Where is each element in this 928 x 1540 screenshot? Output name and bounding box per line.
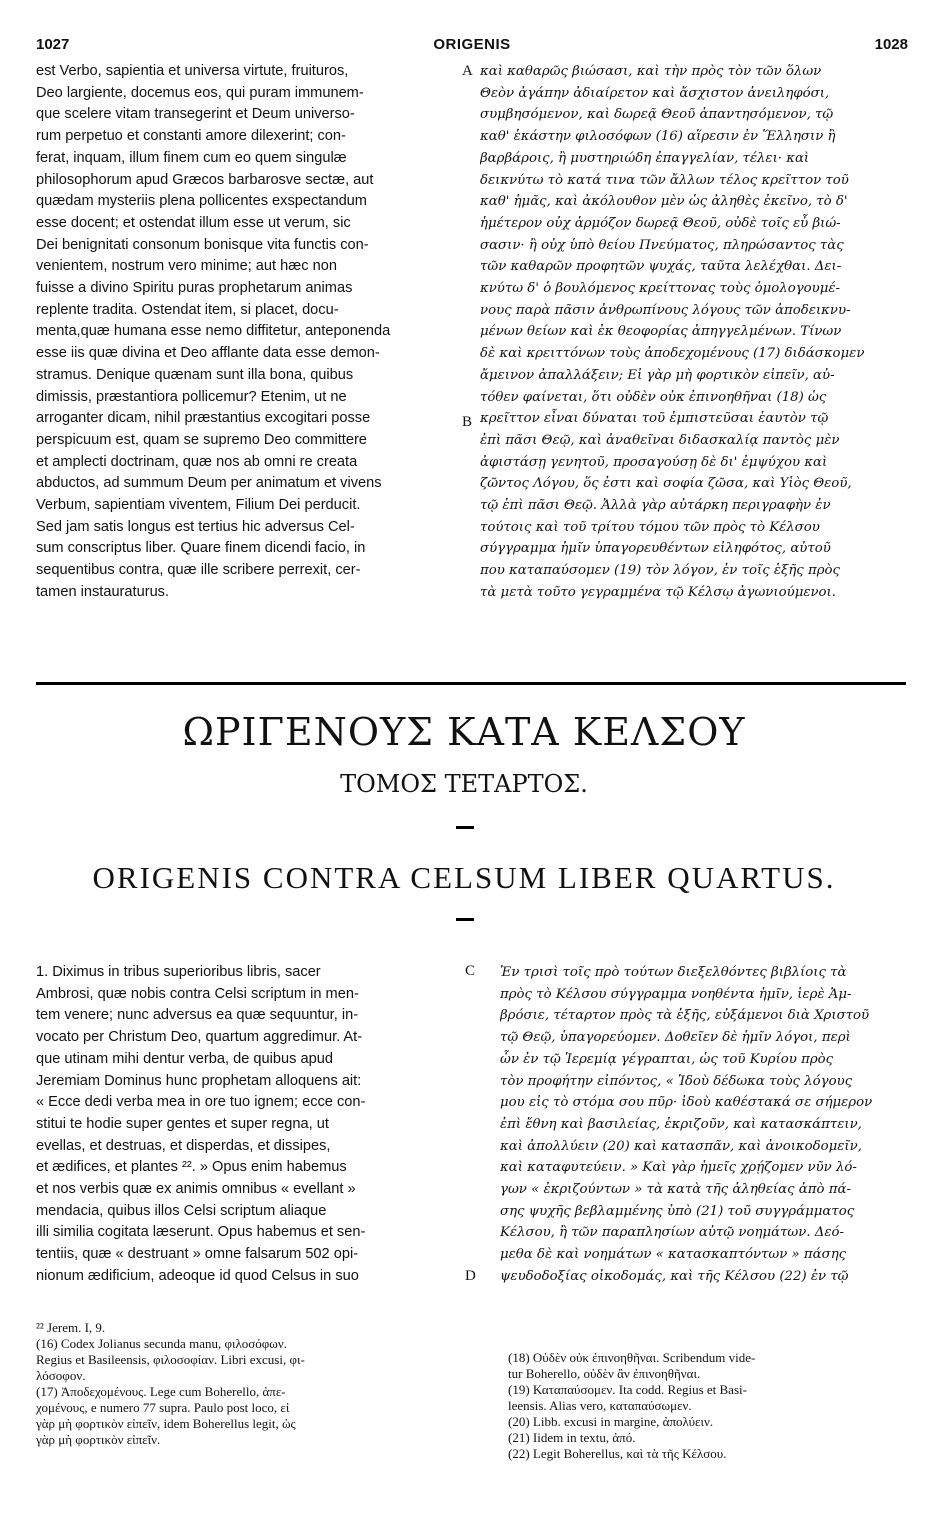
margin-marker-a: A — [462, 63, 473, 79]
greek-text-line: συμβησόμενον, καὶ δωρεᾷ Θεοῦ ἀπαντησόμενον, τῷ — [480, 107, 834, 123]
footnote-line: (22) Legit Boherellus, καὶ τὰ τῆς Κέλσου. — [508, 1446, 727, 1461]
footnote-line: tur Boherello, οὐδὲν ἂν ἐπινοηθῆναι. — [508, 1366, 701, 1381]
latin-text-line: dimissis, præstantiora pollicemur? Etenim, ut ne — [36, 388, 347, 405]
greek-text-line: τῶν καθαρῶν προφητῶν ψυχάς, ταῦτα λελέχθαι. Δει- — [480, 259, 842, 275]
latin-text-line: et ædifices, et plantes ²². » Opus enim habemus — [36, 1159, 347, 1176]
greek-text-line: καὶ καταφυτεύειν. » Καὶ γὰρ ἡμεῖς χρῄζομεν νῦν λό- — [500, 1160, 857, 1176]
latin-text-line: esse docent; et ostendat illum esse ut verum, sic — [36, 214, 351, 231]
footnote-line: ²² Jerem. I, 9. — [36, 1320, 106, 1335]
footnote-line: (16) Codex Jolianus secunda manu, φιλοσόφων. — [36, 1336, 287, 1351]
footnote-line: γὰρ μὴ φορτικὸν εἰπεῖν. — [36, 1432, 161, 1447]
greek-text-line: ἄμεινον ἀπαλλάξειν; Εἰ γὰρ μὴ φορτικὸν εἰπεῖν, αὐ- — [480, 367, 835, 383]
latin-text-line: Dei benignitati consonum bonisque vita functis con- — [36, 236, 369, 253]
greek-text-line: τόθεν φαίνεται, ὅτι οὐδὲν οὐκ ἐπινοηθῆναι (18) ὡς — [480, 389, 827, 405]
greek-text-line: Θεὸν ἀγάπην ἀδιαίρετον καὶ ἄσχιστον ἀνειληφόσι, — [480, 85, 830, 101]
latin-text-line: Deo largiente, docemus eos, qui puram immunem- — [36, 84, 364, 101]
margin-marker-c: C — [465, 963, 476, 979]
greek-text-line: σης ψυχῆς βεβλαμμένης ὑπὸ (21) τοῦ συγγράμματος — [500, 1203, 855, 1219]
greek-text-line: τούτοις καὶ τοῦ τρίτου τόμου τῶν πρὸς τὸ Κέλσου — [480, 519, 820, 535]
greek-text-line: τὸν προφήτην εἰπόντος, « Ἰδοὺ δέδωκα τοὺς λόγους — [500, 1073, 853, 1089]
greek-text-line: δὲ καὶ κρειττόνων τοὺς ἀποδεχομένους (17) διδάσκομεν — [480, 346, 865, 362]
greek-text-line: τὰ μετὰ τοῦτο γεγραμμένα τῷ Κέλσῳ ἀγωνιούμενοι. — [480, 584, 836, 600]
latin-text-line: rum perpetuo et constanti amore dilexerint; con- — [36, 128, 346, 145]
footnote-line: γὰρ μὴ φορτικὸν εἰπεῖν, idem Boherellus legit, ὡς — [36, 1416, 296, 1431]
top-latin-column — [36, 61, 458, 604]
bottom-greek-column — [500, 962, 905, 1288]
greek-text-line: βρόσιε, τέταρτον πρὸς τὰ ἑξῆς, εὐξάμενοι διὰ Χριστοῦ — [500, 1008, 870, 1024]
greek-text-line: ὧν ἐν τῷ Ἱερεμίᾳ γέγραπται, ὡς τοῦ Κυρίου πρὸς — [500, 1051, 834, 1067]
latin-text-line: stitui te hodie super gentes et super regna, ut — [36, 1115, 329, 1132]
greek-text-line: ψευδοδοξίας οἰκοδομάς, καὶ τῆς Κέλσου (22) ἐν τῷ — [500, 1268, 849, 1284]
latin-text-line: sum conscriptus liber. Quare finem dicendi facio, in — [36, 540, 366, 557]
page-number-right: 1028 — [874, 36, 908, 53]
greek-text-line: κνύτω δ' ὁ βουλόμενος κρείττονας τοὺς ὁμολογουμέ- — [480, 281, 841, 297]
greek-text-line: δεικνύτω τὸ κατά τινα τῶν ἄλλων τέλος κρεῖττον τοῦ — [480, 172, 849, 188]
greek-text-line: Ἐν τρισὶ τοῖς πρὸ τούτων διεξελθόντες βιβλίοις τὰ — [500, 965, 847, 980]
greek-text-line: ἐπὶ ἔθνη καὶ βασιλείας, ἐκριζοῦν, καὶ κατασκάπτειν, — [500, 1116, 862, 1132]
margin-marker-d: D — [465, 1268, 476, 1284]
greek-text-line: καθ' ἡμᾶς, καὶ ἀκόλουθον μὲν ὡς ἀληθὲς ἐκεῖνο, τὸ δ' — [480, 194, 848, 210]
footnote-line: Regius et Basileensis, φιλοσοφίαν. Libri excusi, φι- — [36, 1352, 305, 1367]
greek-text-line: κρεῖττον εἶναι δύναται τοῦ ἐμπιστεῦσαι ἑαυτὸν τῷ — [480, 411, 829, 427]
section-divider — [36, 682, 906, 685]
latin-text-line: que scelere vitam transegerint et Deum universo- — [36, 106, 355, 123]
greek-text-line: πρὸς τὸ Κέλσου σύγγραμμα νοηθέντα ἡμῖν, ἱερὲ Ἀμ- — [500, 986, 852, 1002]
footnote-line: (19) Καταπαύσομεν. Ita codd. Regius et Basi- — [508, 1382, 747, 1397]
latin-text-line: Ambrosi, quæ nobis contra Celsi scriptum in men- — [36, 985, 359, 1002]
latin-text-line: illi similia cogitata læserunt. Opus habemus et sen- — [36, 1224, 366, 1241]
latin-book-title: ORIGENIS CONTRA CELSUM LIBER QUARTUS. — [92, 860, 836, 895]
greek-text-line: βαρβάροις, ἢ μυστηριώδη ἐπαγγελίαν, τέλει· καὶ — [480, 150, 810, 166]
footnote-line: (17) Ἀποδεχομένους. Lege cum Boherello, ἀπε- — [36, 1384, 286, 1399]
greek-text-line: γων « ἐκριζούντων » τὰ κατὰ τῆς ἀληθείας ἀπὸ πά- — [500, 1182, 851, 1198]
greek-text-line: σύγγραμμα ἡμῖν ὑπαγορευθέντων εἰληφότος, αὐτοῦ — [480, 541, 831, 557]
latin-text-line: tentiis, quæ « destruant » omne falsarum 502 opi- — [36, 1246, 359, 1263]
latin-text-line: Sed jam satis longus est tertius hic adversus Cel- — [36, 518, 355, 535]
latin-text-line: esse iis quæ divina et Deo afflante data esse demon- — [36, 345, 380, 362]
greek-text-line: μου εἰς τὸ στόμα σου πῦρ· ἰδοὺ καθέστακά σε σήμερον — [500, 1095, 873, 1111]
margin-marker-b: B — [462, 414, 473, 430]
footnote-line: λόσοφον. — [36, 1368, 86, 1383]
latin-text-line: sequentibus contra, quæ ille scribere perrexit, cer- — [36, 562, 361, 579]
latin-text-line: mendacia, quibus illos Celsi scriptum aliaque — [36, 1202, 327, 1219]
greek-text-line: ἡμέτερον οὐχ ἁρμόζον δωρεᾷ Θεοῦ, οὐδὲ τοῖς εὖ βιώ- — [480, 215, 841, 231]
greek-text-line: τῷ ἐπὶ πᾶσι Θεῷ. Ἀλλὰ γὰρ αὐτάρκη περιγραφὴν ἐν — [480, 498, 831, 514]
footnotes-left — [36, 1320, 466, 1448]
greek-text-line: Κέλσου, ἢ τῶν παραπλησίων αὐτῷ νοημάτων. Δεό- — [500, 1225, 845, 1241]
latin-text-line: « Ecce dedi verba mea in ore tuo ignem; ecce con- — [36, 1094, 366, 1111]
latin-text-line: stramus. Denique quænam sunt illa bona, quibus — [36, 366, 354, 383]
greek-text-line: ζῶντος Λόγου, ὅς ἐστι καὶ σοφία ζῶσα, καὶ Υἱὸς Θεοῦ, — [480, 476, 852, 492]
latin-text-line: tem venere; nunc adversus ea quæ sequuntur, in- — [36, 1007, 359, 1024]
latin-text-line: nionum ædificium, adeoque id quod Celsus in suo — [36, 1267, 359, 1284]
page-header — [36, 36, 908, 56]
latin-text-line: menta,quæ humana esse nemo diffitetur, anteponenda — [36, 323, 391, 340]
latin-text-line: tamen instauraturus. — [36, 583, 170, 600]
latin-text-line: philosophorum apud Græcos barbarosve sectæ, aut — [36, 171, 374, 188]
footnotes-right — [508, 1350, 908, 1462]
latin-text-line: vocato per Christum Deo, quartum aggredimur. At- — [36, 1029, 363, 1046]
latin-text-line: fuisse a divino Spiritu puras prophetarum animas — [36, 280, 353, 297]
latin-text-line: quædam mysteriis plena pollicentes exspectandum — [36, 193, 367, 210]
greek-text-line: καθ' ἑκάστην φιλοσόφων (16) αἵρεσιν ἐν Ἕλλησιν ἢ — [480, 129, 836, 145]
greek-text-line: που καταπαύσομεν (19) τὸν λόγον, ἐν τοῖς ἑξῆς πρὸς — [480, 563, 840, 579]
latin-text-line: que utinam mihi dentur verba, de quibus apud — [36, 1050, 333, 1067]
latin-text-line: et nos verbis quæ ex animis omnibus « evellant » — [36, 1181, 356, 1198]
latin-text-line: 1. Diximus in tribus superioribus libris, sacer — [36, 964, 321, 980]
footnote-line: χομένους, e numero 77 supra. Paulo post loco, εἰ — [36, 1400, 290, 1415]
running-title: ORIGENIS — [433, 36, 511, 53]
latin-text-line: venientem, nostrum vero minime; aut hæc non — [36, 258, 337, 275]
greek-text-line: μεθα δὲ καὶ νοημάτων « κατασκαπτόντων » πάσης — [500, 1247, 847, 1263]
latin-text-line: perspicuum est, quam se supremo Deo committere — [36, 431, 367, 448]
title-dash — [456, 826, 474, 829]
latin-text-line: Verbum, sapientiam viventem, Filium Dei perducit. — [36, 497, 361, 514]
greek-book-subtitle: ΤΟΜΟΣ ΤΕΤΑΡΤΟΣ. — [340, 770, 588, 798]
title-dash — [456, 918, 474, 921]
footnote-line: (18) Οὐδὲν οὐκ ἐπινοηθῆναι. Scribendum vide- — [508, 1350, 756, 1365]
latin-text-line: ferat, inquam, illum finem cum eo quem singulæ — [36, 149, 347, 166]
latin-text-line: et amplecti doctrinam, quæ nos ab omni re creata — [36, 453, 358, 470]
greek-text-line: σασιν· ἢ οὐχ ὑπὸ θείου Πνεύματος, πληρώσαντος τὰς — [480, 237, 844, 253]
bottom-latin-column — [36, 962, 458, 1288]
greek-text-line: μένων θείων καὶ ἐκ θεοφορίας ἀπηγγελμένων. Τίνων — [480, 324, 842, 340]
top-greek-column — [480, 61, 905, 604]
greek-text-line: ἀφιστάσῃ γενητοῦ, προσαγούσῃ δὲ δι' ἐμψύχου καὶ — [480, 454, 828, 470]
latin-text-line: arroganter dicam, nihil præstantius excogitari posse — [36, 410, 371, 427]
greek-text-line: ἐπὶ πᾶσι Θεῷ, καὶ ἀναθεῖναι διδασκαλίᾳ παντὸς μὲν — [480, 432, 840, 448]
footnote-line: (20) Libb. excusi in margine, ἀπολύειν. — [508, 1414, 714, 1429]
latin-text-line: abductos, ad summum Deum per animatum et vivens — [36, 475, 382, 492]
greek-text-line: νους παρὰ πᾶσιν ἀνθρωπίνους λόγους τῶν ἀποδεικνυ- — [480, 302, 851, 318]
greek-text-line: καὶ καθαρῶς βιώσασι, καὶ τὴν πρὸς τὸν τῶν ὅλων — [480, 64, 822, 79]
greek-book-title: ΩΡΙΓΕΝΟΥΣ ΚΑΤΑ ΚΕΛΣΟΥ — [182, 710, 746, 754]
footnote-line: leensis. Alias vero, καταπαύσωμεν. — [508, 1398, 692, 1413]
latin-text-line: est Verbo, sapientia et universa virtute, fruituros, — [36, 63, 349, 79]
latin-text-line: Jeremiam Dominus hunc prophetam alloquens ait: — [36, 1072, 362, 1089]
latin-text-line: replente tradita. Ostendat item, si placet, docu- — [36, 301, 339, 318]
greek-text-line: τῷ Θεῷ, ὑπαγορεύομεν. Δοθεῖεν δὲ ἡμῖν λόγοι, περὶ — [500, 1030, 851, 1046]
greek-text-line: καὶ ἀπολλύειν (20) καὶ κατασπᾶν, καὶ ἀνοικοδομεῖν, — [500, 1138, 862, 1154]
footnote-line: (21) Iidem in textu, ἀπό. — [508, 1430, 636, 1445]
latin-text-line: evellas, et destruas, et disperdas, et dissipes, — [36, 1137, 331, 1154]
page-number-left: 1027 — [36, 36, 70, 53]
